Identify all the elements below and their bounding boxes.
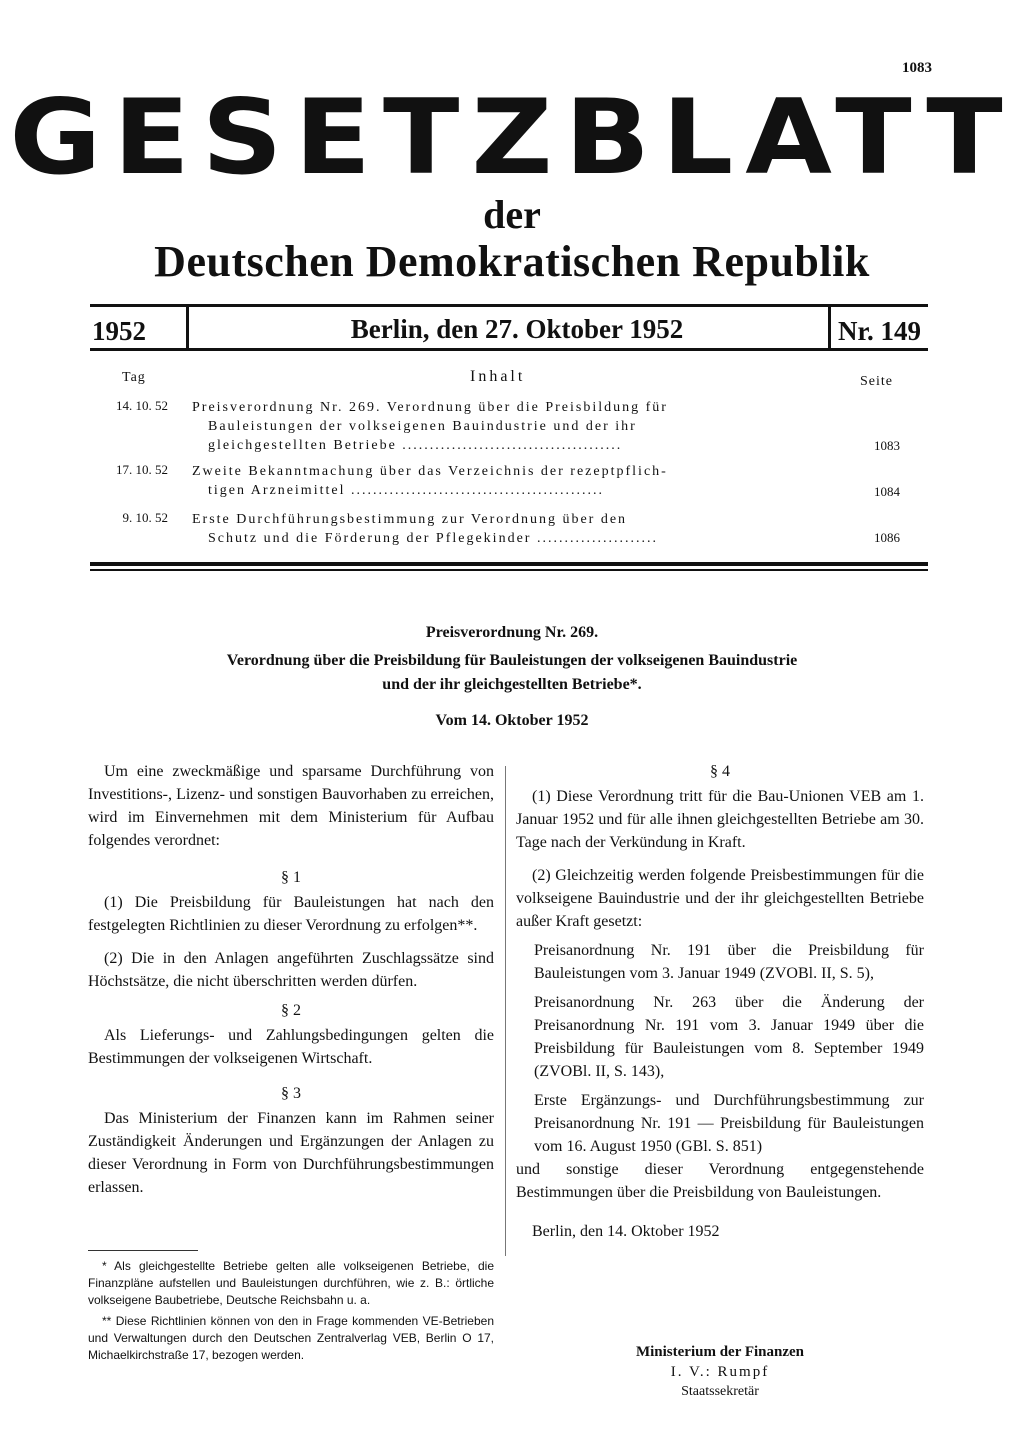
toc-entry-1-date: 14. 10. 52 <box>116 398 168 413</box>
toc-entry-3-page: 1086 <box>874 530 900 545</box>
document-subtitle-line1: Verordnung über die Preisbildung für Bauleistungen der volkseigenen Bauindustrie <box>226 652 798 669</box>
masthead-title: GESETZBLATT <box>9 78 1015 198</box>
section-1-para-1: (1) Die Preisbildung für Bauleistungen hat nach den festgelegten Richtlinien zu dieser Verordnung zu erfolgen**. <box>88 894 494 934</box>
document-title: Preisverordnung Nr. 269. <box>425 624 599 641</box>
toc-entry-1-line3: gleichgestellten Betriebe ........................................ <box>208 438 623 453</box>
signature-role: Staatssekretär <box>681 1384 759 1399</box>
toc-entry-2 <box>192 462 828 500</box>
issue-bar-bottom-rule <box>90 348 928 351</box>
section-3-heading: § 3 <box>281 1085 301 1102</box>
footnote-rule <box>88 1250 198 1251</box>
signature-name: I. V.: Rumpf <box>670 1364 770 1380</box>
column-separator <box>505 766 506 1256</box>
toc-entry-3-line2: Schutz und die Förderung der Pflegekinder ...................... <box>208 531 658 546</box>
section-1-heading: § 1 <box>281 869 301 886</box>
toc-entry-3-date: 9. 10. 52 <box>122 510 168 525</box>
issue-bar-top-rule <box>90 304 928 307</box>
place-date: Berlin, den 14. Oktober 1952 <box>532 1223 720 1240</box>
toc-page-header: Seite <box>860 374 893 389</box>
masthead-subtitle-der: der <box>483 192 541 237</box>
toc-entry-1-page: 1083 <box>874 438 900 453</box>
toc-day-header: Tag <box>122 370 146 385</box>
left-column <box>88 760 494 1199</box>
toc-bottom-rule-thin <box>90 569 928 571</box>
toc-entry-3-line1: Erste Durchführungsbestimmung zur Verordnung über den <box>192 512 628 527</box>
repealed-item-2: Preisanordnung Nr. 263 über die Änderung der Preisanordnung Nr. 191 vom 3. Januar 1949 über die Preisbildung für Bauleistungen vom 8. September 1949 (ZVOBl. II, S. 143), <box>534 994 924 1080</box>
section-1-para-2: (2) Die in den Anlagen angeführten Zuschlagssätze sind Höchstsätze, die nicht überschritten werden dürfen. <box>88 950 494 990</box>
masthead-subtitle-country: Deutschen Demokratischen Republik <box>154 237 870 286</box>
repealed-item-1: Preisanordnung Nr. 191 über die Preisbildung für Bauleistungen vom 3. Januar 1949 (ZVOBl. II, S. 5), <box>534 942 924 982</box>
issue-year: 1952 <box>92 316 146 346</box>
toc-entry-2-line1: Zweite Bekanntmachung über das Verzeichnis der rezeptpflich- <box>192 464 668 479</box>
toc-entry-3 <box>192 510 828 548</box>
repealed-item-3: Erste Ergänzungs- und Durchführungsbestimmung zur Preisanordnung Nr. 191 — Preisbildung für Bauleistungen vom 16. August 1950 (GBl. S. 851) <box>534 1092 924 1155</box>
preamble: Um eine zweckmäßige und sparsame Durchführung von Investitions-, Lizenz- und sonstigen Bauvorhaben zu erreichen, wird im Einvernehmen mit dem Ministerium für Aufbau folgendes verordnet: <box>88 763 494 849</box>
toc-bottom-rule-thick <box>90 562 928 566</box>
issue-number: Nr. 149 <box>838 316 922 346</box>
footnotes <box>88 1258 494 1368</box>
toc-entry-1-line1: Preisverordnung Nr. 269. Verordnung über die Preisbildung für <box>192 400 668 415</box>
section-4-para-3: und sonstige dieser Verordnung entgegenstehende Bestimmungen über die Preisbildung von Bauleistungen. <box>516 1161 924 1201</box>
section-2-para-1: Als Lieferungs- und Zahlungsbedingungen gelten die Bestimmungen der volkseigenen Wirtschaft. <box>88 1027 494 1067</box>
document-subtitle-line2: und der ihr gleichgestellten Betriebe*. <box>382 676 642 693</box>
section-4-para-2: (2) Gleichzeitig werden folgende Preisbestimmungen für die volkseigene Bauindustrie und der ihr gleichgestellten Betriebe außer Kraft gesetzt: <box>516 867 924 930</box>
footnote-2: ** Diese Richtlinien können von den in Frage kommenden VE-Betrieben und Verwaltungen durch den Deutschen Zentralverlag VEB, Berlin O 17, Michaelkirchstraße 17, bezogen werden. <box>88 1314 494 1362</box>
repealed-list <box>516 933 924 1158</box>
issue-bar-divider-left <box>186 306 189 350</box>
section-2-heading: § 2 <box>281 1002 301 1019</box>
right-column <box>516 760 924 1243</box>
toc-title: Inhalt <box>470 368 526 385</box>
section-3-para-1: Das Ministerium der Finanzen kann im Rahmen seiner Zuständigkeit Änderungen und Ergänzungen der Anlagen zu dieser Verordnung in Form von Durchführungsbestimmungen erlassen. <box>88 1110 494 1196</box>
toc-entry-1-line2: Bauleistungen der volkseigenen Bauindustrie und der ihr <box>208 419 637 434</box>
page-number: 1083 <box>902 60 932 76</box>
footnote-1: * Als gleichgestellte Betriebe gelten alle volkseigenen Betriebe, die Finanzpläne aufstellen und Bauleistungen durchführen, wie z. B.: örtliche volkseigene Baubetriebe, Deutsche Reichsbahn u. a. <box>88 1259 494 1307</box>
section-4-para-1: (1) Diese Verordnung tritt für die Bau-Unionen VEB am 1. Januar 1952 und für alle ihnen gleichgestellten Betriebe am 30. Tage nach der Verkündung in Kraft. <box>516 788 924 851</box>
signature-block <box>516 1342 924 1402</box>
issue-date: Berlin, den 27. Oktober 1952 <box>350 314 684 344</box>
toc-entry-1 <box>192 398 828 455</box>
toc-entry-2-date: 17. 10. 52 <box>116 462 168 477</box>
signature-ministry: Ministerium der Finanzen <box>635 1344 805 1360</box>
toc-entry-2-line2: tigen Arzneimittel .............................................. <box>208 483 604 498</box>
section-4-heading: § 4 <box>710 763 730 780</box>
toc-entry-2-page: 1084 <box>874 484 900 499</box>
issue-bar-divider-right <box>828 306 831 350</box>
document-date-line: Vom 14. Oktober 1952 <box>435 712 589 729</box>
